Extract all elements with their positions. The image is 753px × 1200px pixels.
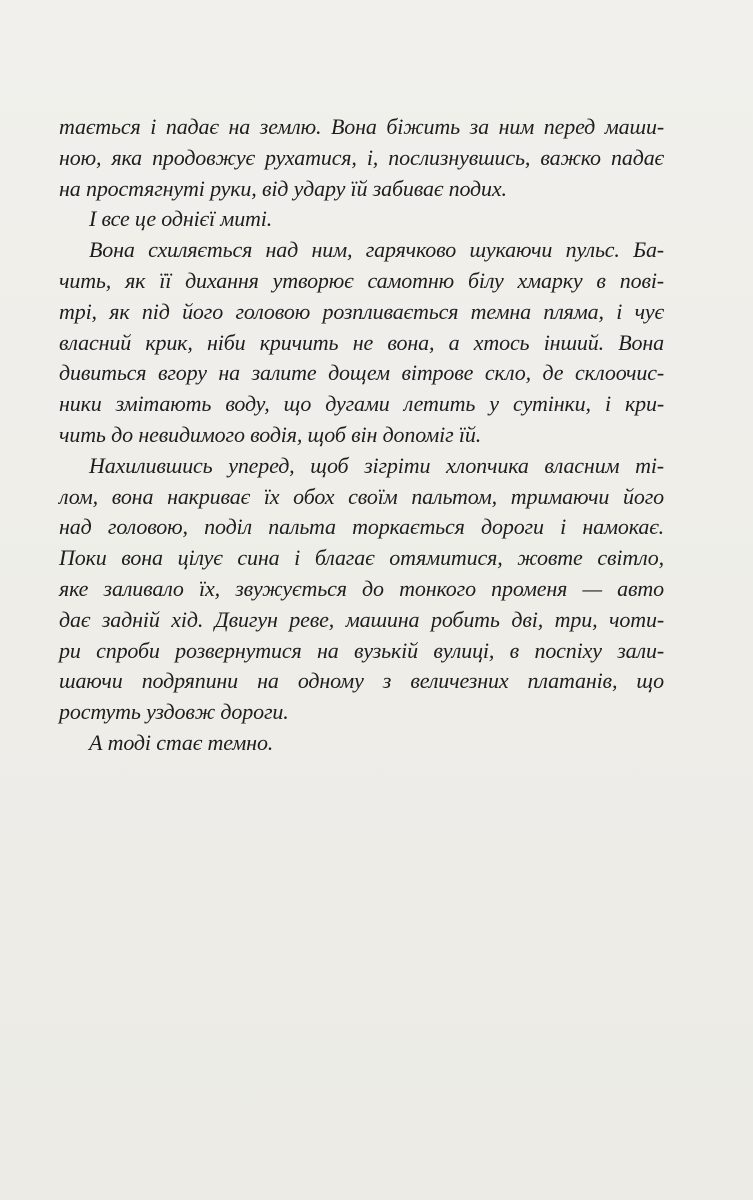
- text-line: на простягнуті руки, від удару їй забиває подих.: [59, 175, 507, 201]
- text-line: над головою, поділ пальта торкається дороги і намокає.: [59, 514, 664, 540]
- text-line: ри спроби розвернутися на вузькій вулиці, в поспіху зали-: [59, 637, 664, 663]
- text-line: тається і падає на землю. Вона біжить за ним перед маши-: [59, 114, 664, 139]
- text-line: дивиться вгору на залите дощем вітрове скло, де склоочис-: [59, 360, 664, 386]
- text-line: трі, як під його головою розпливається темна пляма, і чує: [59, 298, 664, 324]
- text-line: А тоді стає темно.: [89, 729, 274, 755]
- text-line: лом, вона накриває їх обох своїм пальтом, тримаючи його: [59, 483, 664, 509]
- body-text: [59, 112, 664, 759]
- text-line: яке заливало їх, звужується до тонкого променя — авто: [59, 575, 664, 601]
- text-line: ною, яка продовжує рухатися, і, послизнувшись, важко падає: [59, 144, 664, 170]
- text-line: чить до невидимого водія, щоб він допоміг їй.: [59, 421, 482, 447]
- text-line: шаючи подряпини на одному з величезних платанів, що: [59, 668, 664, 694]
- text-line: ростуть уздовж дороги.: [59, 699, 289, 725]
- text-line: Поки вона цілує сина і благає отямитися, жовте світло,: [59, 545, 664, 571]
- text-line: І все це однієї миті.: [89, 206, 273, 232]
- text-line: Вона схиляється над ним, гарячково шукаючи пульс. Ба-: [89, 237, 664, 263]
- text-line: чить, як її дихання утворює самотню білу хмарку в пові-: [59, 267, 664, 293]
- text-line: Нахилившись уперед, щоб зігріти хлопчика власним ті-: [89, 452, 664, 478]
- text-line: ники змітають воду, що дугами летить у сутінки, і кри-: [59, 391, 664, 417]
- text-line: дає задній хід. Двигун реве, машина робить дві, три, чоти-: [59, 606, 664, 632]
- text-line: власний крик, ніби кричить не вона, а хтось інший. Вона: [59, 329, 664, 355]
